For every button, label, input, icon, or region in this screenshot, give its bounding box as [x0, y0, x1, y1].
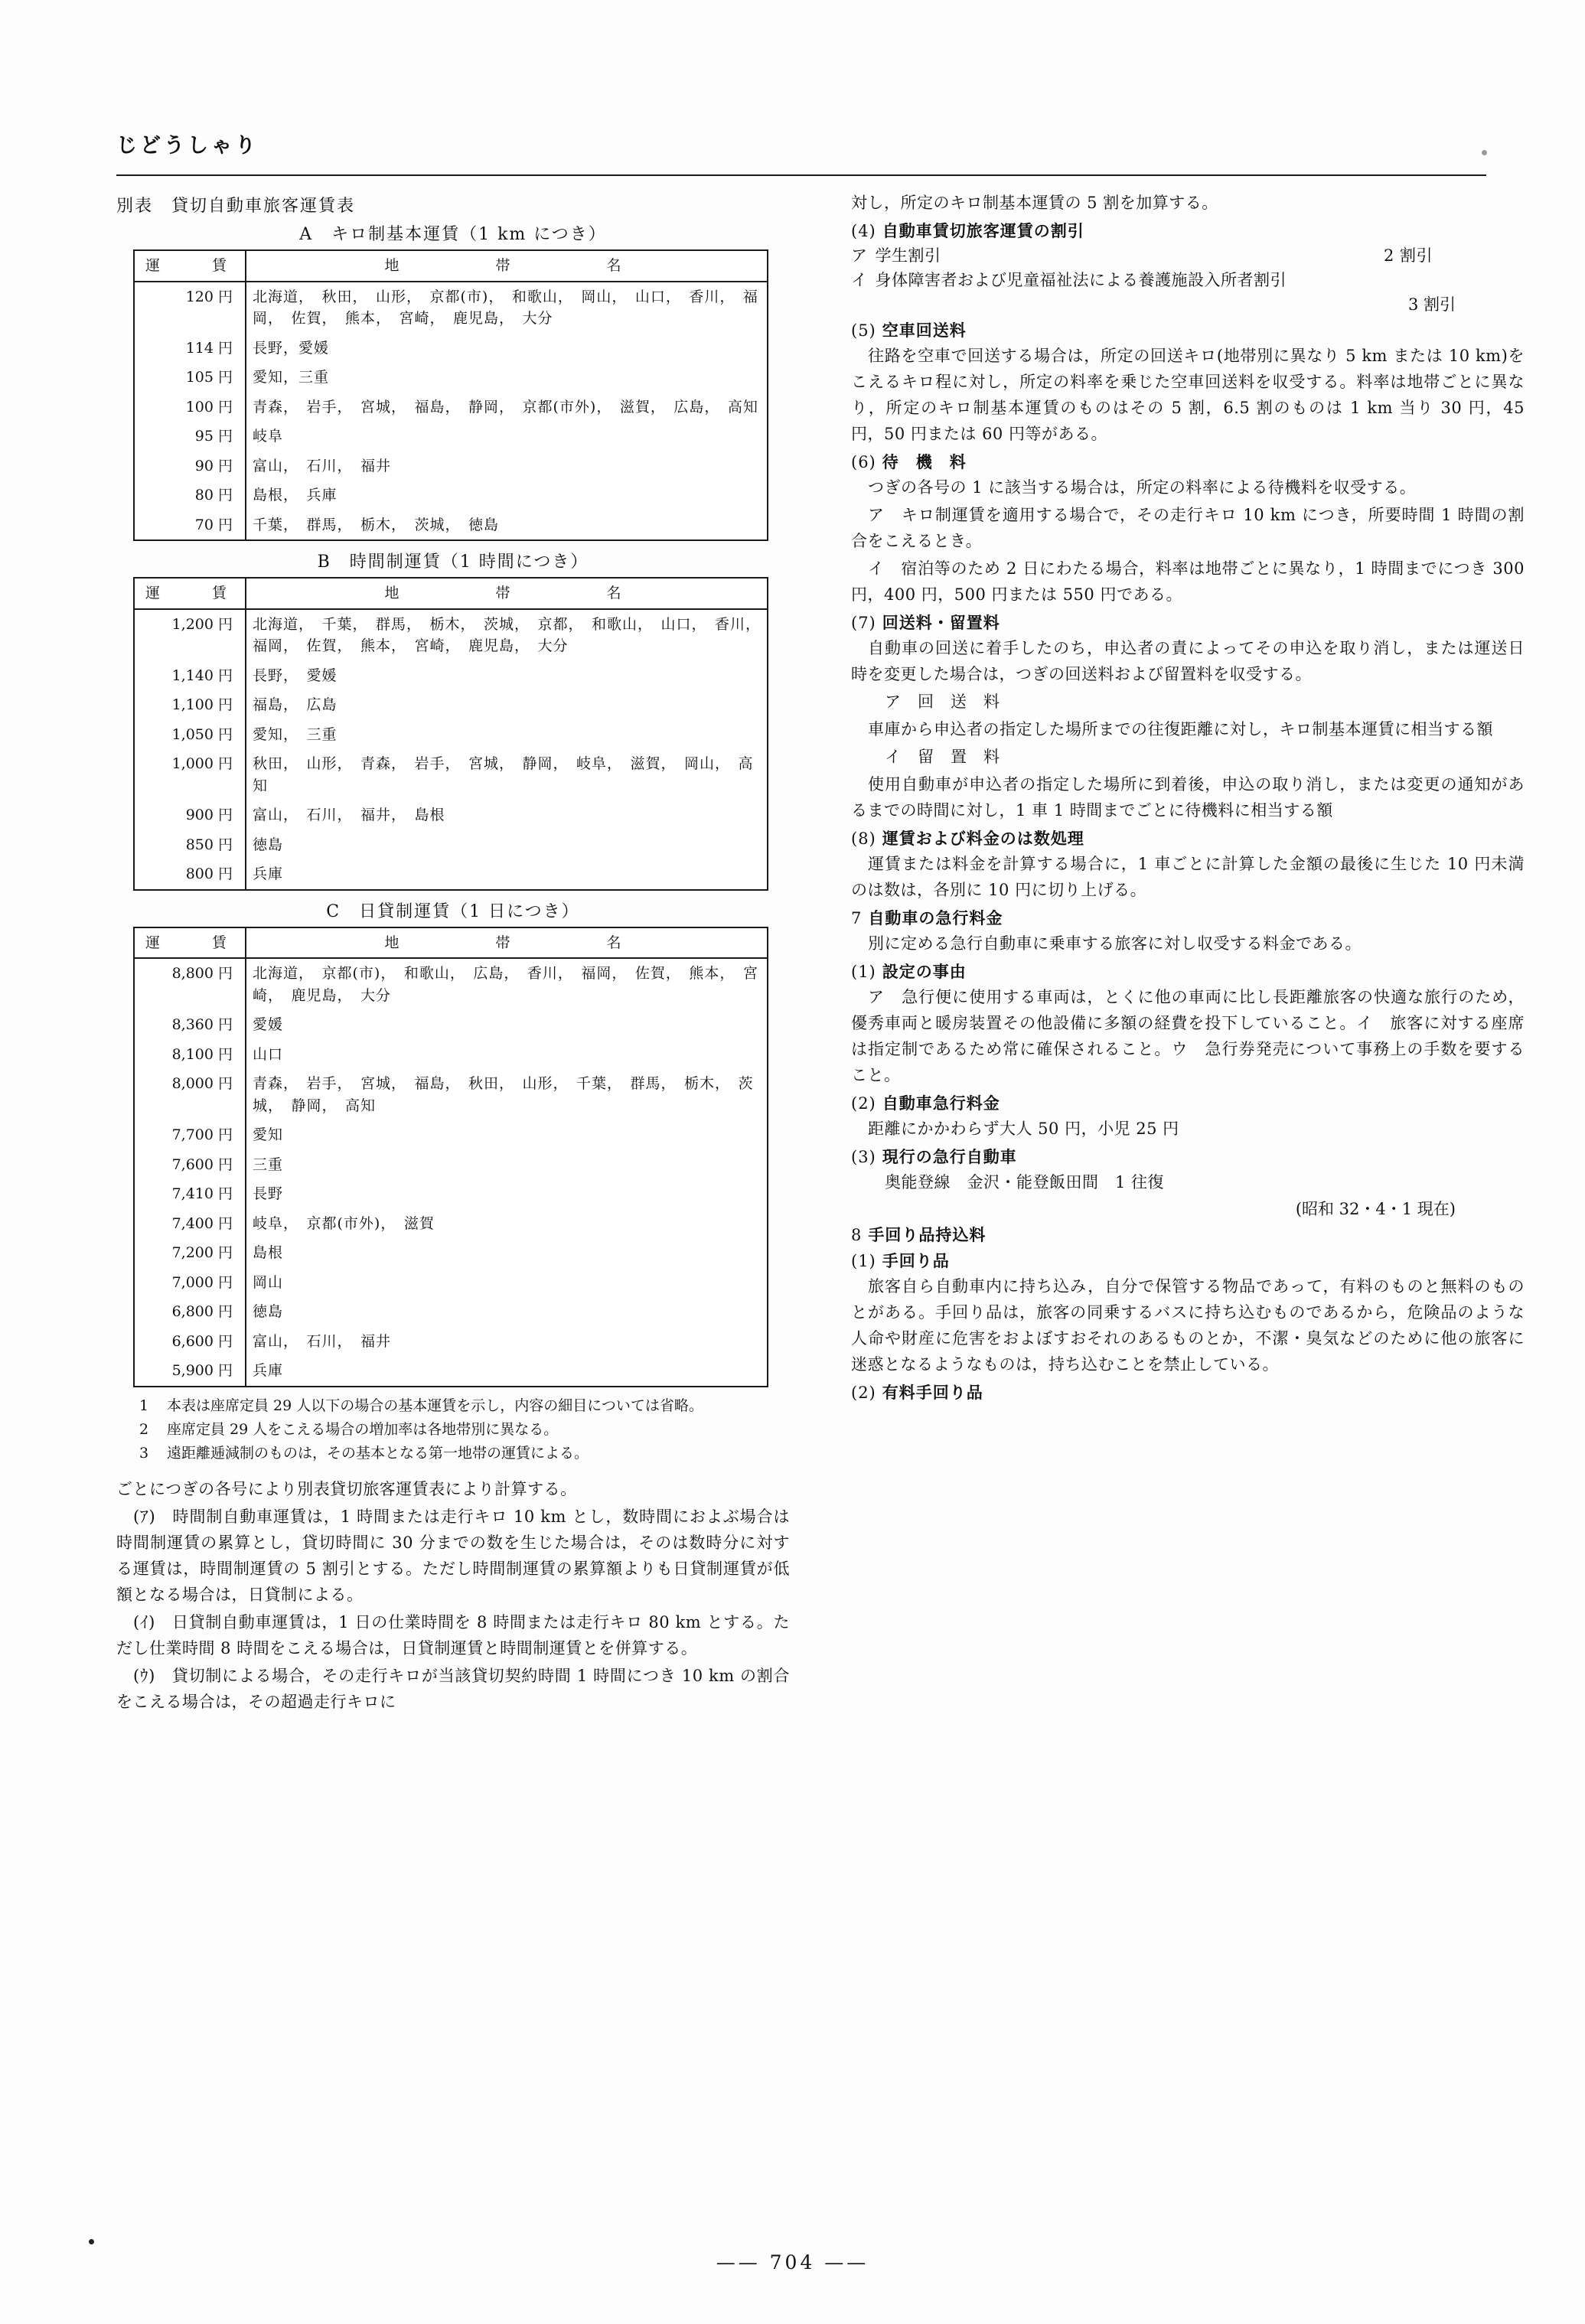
table-row — [134, 690, 768, 720]
table-row — [134, 720, 768, 750]
item-label: 学生割引 — [875, 246, 941, 266]
cell-area: 千葉， 群馬， 栃木， 茨城， 徳島 — [246, 510, 768, 541]
left-column — [116, 190, 790, 1716]
column-header-area: 地 帯 名 — [246, 927, 768, 959]
section-heading — [851, 960, 1525, 983]
cell-fare: 7,410 円 — [134, 1179, 246, 1209]
cell-fare: 95 円 — [134, 422, 246, 451]
cell-area: 北海道， 京都(市)， 和歌山， 広島， 香川， 福岡， 佐賀， 熊本， 宮崎， 鹿児島， 大分 — [246, 958, 768, 1010]
note-text: 座席定員 29 人をこえる場合の増加率は各地帯別に異なる。 — [167, 1420, 559, 1438]
cell-fare: 105 円 — [134, 363, 246, 393]
cell-area: 愛知 — [246, 1120, 768, 1150]
table-notes — [133, 1395, 790, 1465]
section-number: (2) — [851, 1384, 876, 1403]
section-title: 自動車急行料金 — [882, 1094, 1000, 1113]
cell-fare: 7,400 円 — [134, 1209, 246, 1239]
paragraph: (ｲ) 日貸制自動車運賃は，1 日の仕業時間を 8 時間または走行キロ 80 km とする。ただし仕業時間 8 時間をこえる場合は，日貸制運賃と時間制運賃とを併算する。 — [116, 1612, 790, 1657]
paragraph: イ 宿泊等のため 2 日にわたる場合，料率は地帯ごとに異なり，1 時間までにつき 300 円，400 円，500 円または 550 円である。 — [851, 559, 1525, 605]
cell-fare: 1,140 円 — [134, 661, 246, 691]
item-label: 身体障害者および児童福祉法による養護施設入所者割引 — [875, 271, 1287, 290]
section-heading — [851, 318, 1525, 341]
section-number: (6) — [851, 453, 876, 472]
section-number: (1) — [851, 1252, 876, 1271]
cell-fare: 900 円 — [134, 800, 246, 830]
table-row — [134, 510, 768, 541]
section-title: 回送料・留置料 — [882, 613, 1000, 633]
cell-fare: 8,360 円 — [134, 1010, 246, 1040]
section-title: 待 機 料 — [882, 452, 967, 472]
cell-area: 愛知， 三重 — [246, 720, 768, 750]
subsection-label: ア 回 送 料 — [885, 693, 1000, 712]
cell-area: 三重 — [246, 1150, 768, 1180]
column-header-fare: 運 賃 — [134, 250, 246, 282]
paragraph: 別に定める急行自動車に乗車する旅客に対し収受する料金である。 — [868, 934, 1362, 953]
column-header-area: 地 帯 名 — [246, 250, 768, 282]
table-row — [134, 830, 768, 860]
cell-area: 岡山 — [246, 1268, 768, 1298]
cell-fare: 800 円 — [134, 859, 246, 890]
table-row — [134, 1120, 768, 1150]
cell-area: 富山， 石川， 福井 — [246, 451, 768, 481]
cell-area: 徳島 — [246, 830, 768, 860]
item-mark: イ — [851, 271, 868, 290]
item-mark: ア — [851, 246, 868, 266]
cell-area: 愛媛 — [246, 1010, 768, 1040]
section-heading — [851, 906, 1525, 929]
note-item — [133, 1442, 790, 1465]
cell-area: 島根， 兵庫 — [246, 481, 768, 510]
section-title: 有料手回り品 — [882, 1383, 983, 1403]
table-row — [134, 1150, 768, 1180]
note-item — [133, 1419, 790, 1441]
table-header-row — [134, 250, 768, 282]
paragraph: 往路を空車で回送する場合は，所定の回送キロ(地帯別に異なり 5 km または 10 km)をこえるキロ程に対し，所定の料率を乗じた空車回送料を収受する。料率は地帯ごとに異なり，所定のキロ制基本運賃のものはその 5 割，6.5 割のものは 1 km 当り 30 円，45 円，50 円または 60 円等がある。 — [851, 347, 1525, 444]
table-kilometer-basic-fare — [133, 249, 768, 541]
section-title: 空車回送料 — [882, 321, 967, 341]
cell-fare: 6,600 円 — [134, 1327, 246, 1357]
paragraph: (ｳ) 貸切制による場合，その走行キロが当該貸切契約時間 1 時間につき 10 km の割合をこえる場合は，その超過走行キロに — [116, 1666, 790, 1711]
discount-item-welfare — [851, 268, 1525, 291]
cell-fare: 80 円 — [134, 481, 246, 510]
table-row — [134, 958, 768, 1010]
section-number: (1) — [851, 963, 876, 982]
cell-fare: 7,200 円 — [134, 1238, 246, 1268]
paragraph: 奥能登線 金沢・能登飯田間 1 往復 — [885, 1173, 1165, 1192]
table-hourly-fare — [133, 577, 768, 891]
cell-area: 島根 — [246, 1238, 768, 1268]
table-row — [134, 1356, 768, 1387]
lead-paragraph: 対し，所定のキロ制基本運賃の 5 割を加算する。 — [851, 194, 1218, 212]
table-a-caption: A キロ制基本運賃（1 km につき） — [299, 225, 607, 244]
section-number: (4) — [851, 222, 876, 241]
table-row — [134, 800, 768, 830]
table-row — [134, 451, 768, 481]
note-number: 1 — [139, 1397, 149, 1414]
cell-area: 山口 — [246, 1040, 768, 1070]
cell-fare: 70 円 — [134, 510, 246, 541]
section-number: (2) — [851, 1094, 876, 1113]
paragraph: 距離にかかわらず大人 50 円，小児 25 円 — [868, 1120, 1179, 1139]
section-heading — [851, 1380, 1525, 1403]
page-number: —— 704 —— — [716, 2251, 869, 2273]
cell-fare: 7,000 円 — [134, 1268, 246, 1298]
note-number: 2 — [139, 1420, 149, 1438]
cell-fare: 1,200 円 — [134, 609, 246, 661]
table-row — [134, 363, 768, 393]
table-row — [134, 334, 768, 363]
cell-fare: 120 円 — [134, 282, 246, 334]
cell-area: 長野 — [246, 1179, 768, 1209]
section-heading — [851, 1249, 1525, 1272]
table-row — [134, 1179, 768, 1209]
page-header-title: じどうしゃり — [116, 134, 259, 158]
cell-area: 岐阜 — [246, 422, 768, 451]
cell-fare: 6,800 円 — [134, 1297, 246, 1327]
cell-area: 兵庫 — [246, 1356, 768, 1387]
note-item — [133, 1395, 790, 1417]
discount-item-student — [851, 243, 1525, 266]
cell-area: 岐阜， 京都(市外)， 滋賀 — [246, 1209, 768, 1239]
cell-fare: 8,000 円 — [134, 1069, 246, 1120]
table-row — [134, 749, 768, 800]
cell-fare: 8,800 円 — [134, 958, 246, 1010]
section-number: (5) — [851, 321, 876, 341]
table-header-row — [134, 578, 768, 609]
cell-fare: 100 円 — [134, 393, 246, 422]
subsection-label: イ 留 置 料 — [885, 748, 1000, 767]
table-b-caption: B 時間制運賃（1 時間につき） — [317, 552, 589, 572]
header-rule — [116, 174, 1486, 176]
table-row — [134, 1238, 768, 1268]
section-heading — [851, 1091, 1525, 1114]
table-row — [134, 1327, 768, 1357]
table-row — [134, 481, 768, 510]
cell-area: 愛知，三重 — [246, 363, 768, 393]
cell-area: 長野， 愛媛 — [246, 661, 768, 691]
discount-item-welfare-value: 3 割引 — [1407, 295, 1456, 315]
section-number: 8 — [851, 1226, 863, 1245]
paragraph: 旅客自ら自動車内に持ち込み，自分で保管する物品であって，有料のものと無料のものとがある。手回り品は，旅客の同乗するバスに持ち込むものであるから，危険品のような人命や財産に危害をおよぼすおそれのあるものとか，不潔・臭気などのために他の旅客に迷惑となるようなものは，持ち込むことを禁止している。 — [851, 1277, 1525, 1374]
cell-area: 福島， 広島 — [246, 690, 768, 720]
cell-fare: 1,100 円 — [134, 690, 246, 720]
section-title: 手回り品持込料 — [868, 1225, 987, 1245]
cell-fare: 90 円 — [134, 451, 246, 481]
section-number: (8) — [851, 830, 876, 849]
paragraph: 車庫から申込者の指定した場所までの往復距離に対し，キロ制基本運賃に相当する額 — [868, 720, 1493, 739]
cell-fare: 114 円 — [134, 334, 246, 363]
table-row — [134, 393, 768, 422]
effective-date-note: (昭和 32・4・1 現在) — [1295, 1200, 1456, 1219]
column-header-fare: 運 賃 — [134, 578, 246, 609]
cell-fare: 7,700 円 — [134, 1120, 246, 1150]
cell-fare: 8,100 円 — [134, 1040, 246, 1070]
cell-area: 青森， 岩手， 宮城， 福島， 秋田， 山形， 千葉， 群馬， 栃木， 茨城， 静岡， 高知 — [246, 1069, 768, 1120]
section-title: 現行の急行自動車 — [882, 1147, 1017, 1167]
section-heading — [851, 826, 1525, 849]
section-number: (7) — [851, 614, 876, 633]
cell-fare: 7,600 円 — [134, 1150, 246, 1180]
column-header-fare: 運 賃 — [134, 927, 246, 959]
cell-area: 北海道， 秋田， 山形， 京都(市)， 和歌山， 岡山， 山口， 香川， 福岡， 佐賀， 熊本， 宮崎， 鹿児島， 大分 — [246, 282, 768, 334]
section-heading — [851, 611, 1525, 634]
section-title: 自動車の急行料金 — [868, 908, 1003, 928]
column-header-area: 地 帯 名 — [246, 578, 768, 609]
cell-fare: 850 円 — [134, 830, 246, 860]
right-column — [851, 190, 1525, 1405]
table-row — [134, 1268, 768, 1298]
section-heading — [851, 450, 1525, 473]
item-value: 2 割引 — [1383, 246, 1433, 266]
table-row — [134, 1297, 768, 1327]
section-number: 7 — [851, 909, 863, 928]
table-row — [134, 609, 768, 661]
paragraph: 運賃または料金を計算する場合に，1 車ごとに計算した金額の最後に生じた 10 円未満のは数は，各別に 10 円に切り上げる。 — [851, 855, 1525, 900]
table-row — [134, 1010, 768, 1040]
paragraph: (ｱ) 時間制自動車運賃は，1 時間または走行キロ 10 km とし，数時間におよぶ場合は時間制運賃の累算とし，貸切時間に 30 分までの数を生じた場合は，そのは数時分に対する運賃は，時間制運賃の 5 割引とする。ただし時間制運賃の累算額よりも日貸制運賃が低額となる場合は，日貸制による。 — [116, 1507, 790, 1604]
cell-area: 青森， 岩手， 宮城， 福島， 静岡， 京都(市外)， 滋賀， 広島， 高知 — [246, 393, 768, 422]
cell-fare: 1,050 円 — [134, 720, 246, 750]
cell-area: 長野，愛媛 — [246, 334, 768, 363]
paragraph: 自動車の回送に着手したのち，申込者の責によってその申込を取り消し，または運送日時を変更した場合は，つぎの回送料および留置料を収受する。 — [851, 639, 1525, 684]
section-heading — [851, 1145, 1525, 1168]
table-row — [134, 1209, 768, 1239]
paragraph: 使用自動車が申込者の指定した場所に到着後，申込の取り消し，または変更の通知があるまでの時間に対し，1 車 1 時間までごとに待機料に相当する額 — [851, 775, 1525, 820]
paragraph: ごとにつぎの各号により別表貸切旅客運賃表により計算する。 — [116, 1479, 577, 1498]
section-title: 手回り品 — [882, 1251, 950, 1271]
table-row — [134, 422, 768, 451]
cell-fare: 5,900 円 — [134, 1356, 246, 1387]
cell-area: 秋田， 山形， 青森， 岩手， 宮城， 静岡， 岐阜， 滋賀， 岡山， 高知 — [246, 749, 768, 800]
paragraph: ア 急行便に使用する車両は，とくに他の車両に比し長距離旅客の快適な旅行のため，優秀車両と暖房装置その他設備に多額の経費を投下していること。イ 旅客に対する座席は指定制であるため常に確保されること。ウ 急行券発売について事務上の手数を要すること。 — [851, 988, 1525, 1085]
section-heading — [851, 1223, 1525, 1246]
paragraph: ア キロ制運賃を適用する場合で，その走行キロ 10 km につき，所要時間 1 時間の割合をこえるとき。 — [851, 506, 1525, 551]
cell-area: 富山， 石川， 福井 — [246, 1327, 768, 1357]
table-row — [134, 661, 768, 691]
table-row — [134, 282, 768, 334]
section-number: (3) — [851, 1148, 876, 1167]
table-row — [134, 859, 768, 890]
cell-fare: 1,000 円 — [134, 749, 246, 800]
table-row — [134, 1040, 768, 1070]
table-c-caption: C 日貸制運賃（1 日につき） — [326, 901, 580, 921]
section-heading — [851, 219, 1525, 242]
section-title: 設定の事由 — [882, 962, 967, 982]
table-daily-fare — [133, 927, 768, 1387]
note-text: 本表は座席定員 29 人以下の場合の基本運賃を示し，内容の細目については省略。 — [167, 1397, 703, 1414]
margin-dot-right-icon — [1482, 150, 1487, 155]
note-text: 遠距離逓減制のものは，その基本となる第一地帯の運賃による。 — [167, 1445, 589, 1462]
table-row — [134, 1069, 768, 1120]
cell-area: 兵庫 — [246, 859, 768, 890]
table-header-row — [134, 927, 768, 959]
cell-area: 富山， 石川， 福井， 島根 — [246, 800, 768, 830]
paragraph: つぎの各号の 1 に該当する場合は，所定の料率による待機料を収受する。 — [868, 478, 1417, 497]
section-title: 自動車賃切旅客運賃の割引 — [882, 221, 1084, 241]
appendix-title: 別表 貸切自動車旅客運賃表 — [116, 197, 356, 216]
section-title: 運賃および料金のは数処理 — [882, 829, 1084, 849]
cell-area: 北海道， 千葉， 群馬， 栃木， 茨城， 京都， 和歌山， 山口， 香川， 福岡， 佐賀， 熊本， 宮崎， 鹿児島， 大分 — [246, 609, 768, 661]
margin-dot-left-icon — [89, 2239, 94, 2244]
cell-area: 徳島 — [246, 1297, 768, 1327]
note-number: 3 — [139, 1445, 149, 1462]
